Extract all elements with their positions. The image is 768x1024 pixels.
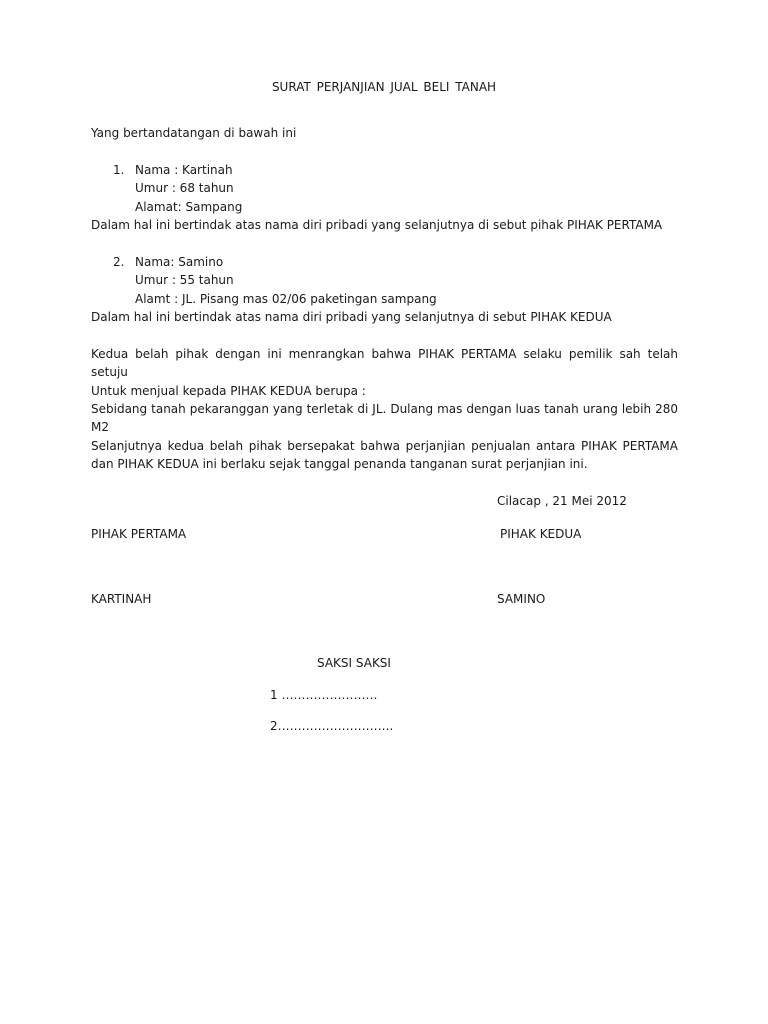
body-line-7: dan PIHAK KEDUA ini berlaku sejak tanggal penanda tanganan surat perjanjian ini. xyxy=(91,457,588,471)
party2-name: Nama: Samino xyxy=(135,255,224,269)
signature-right-label: PIHAK KEDUA xyxy=(500,527,582,541)
party1-address: Alamat: Sampang xyxy=(135,200,243,214)
party2-statement: Dalam hal ini bertindak atas nama diri pribadi yang selanjutnya di sebut PIHAK KEDUA xyxy=(91,310,612,324)
party2-age: Umur : 55 tahun xyxy=(135,273,234,287)
party1-age: Umur : 68 tahun xyxy=(135,181,234,195)
party1-name-line xyxy=(113,161,233,179)
signature-left-label: PIHAK PERTAMA xyxy=(91,527,187,541)
witness-line-2: 2……………………….. xyxy=(270,719,394,733)
witness-line-1: 1 …………………… xyxy=(270,688,378,702)
party2-address: Alamt : JL. Pisang mas 02/06 paketingan sampang xyxy=(135,292,437,306)
party2-number: 2. xyxy=(113,255,125,269)
body-line-1: Kedua belah pihak dengan ini menrangkan bahwa PIHAK PERTAMA selaku pemilik sah telah xyxy=(91,347,678,361)
intro-text: Yang bertandatangan di bawah ini xyxy=(91,126,297,140)
witnesses-heading: SAKSI SAKSI xyxy=(317,656,391,670)
place-date: Cilacap , 21 Mei 2012 xyxy=(497,494,627,508)
body-line-4: Sebidang tanah pekaranggan yang terletak di JL. Dulang mas dengan luas tanah urang lebih 280 xyxy=(91,402,678,416)
party1-name: Nama : Kartinah xyxy=(135,163,233,177)
signature-left-name: KARTINAH xyxy=(91,592,152,606)
party2-name-line xyxy=(113,253,223,271)
body-line-5: M2 xyxy=(91,420,109,434)
body-line-2: setuju xyxy=(91,365,128,379)
document-title: SURAT PERJANJIAN JUAL BELI TANAH xyxy=(271,80,497,94)
body-line-3: Untuk menjual kepada PIHAK KEDUA berupa : xyxy=(91,384,366,398)
body-line-6: Selanjutnya kedua belah pihak bersepakat bahwa perjanjian penjualan antara PIHAK PERTAMA xyxy=(91,439,678,453)
signature-right-name: SAMINO xyxy=(497,592,546,606)
party1-statement: Dalam hal ini bertindak atas nama diri pribadi yang selanjutnya di sebut pihak PIHAK PERTAMA xyxy=(91,218,663,232)
party1-number: 1. xyxy=(113,163,125,177)
